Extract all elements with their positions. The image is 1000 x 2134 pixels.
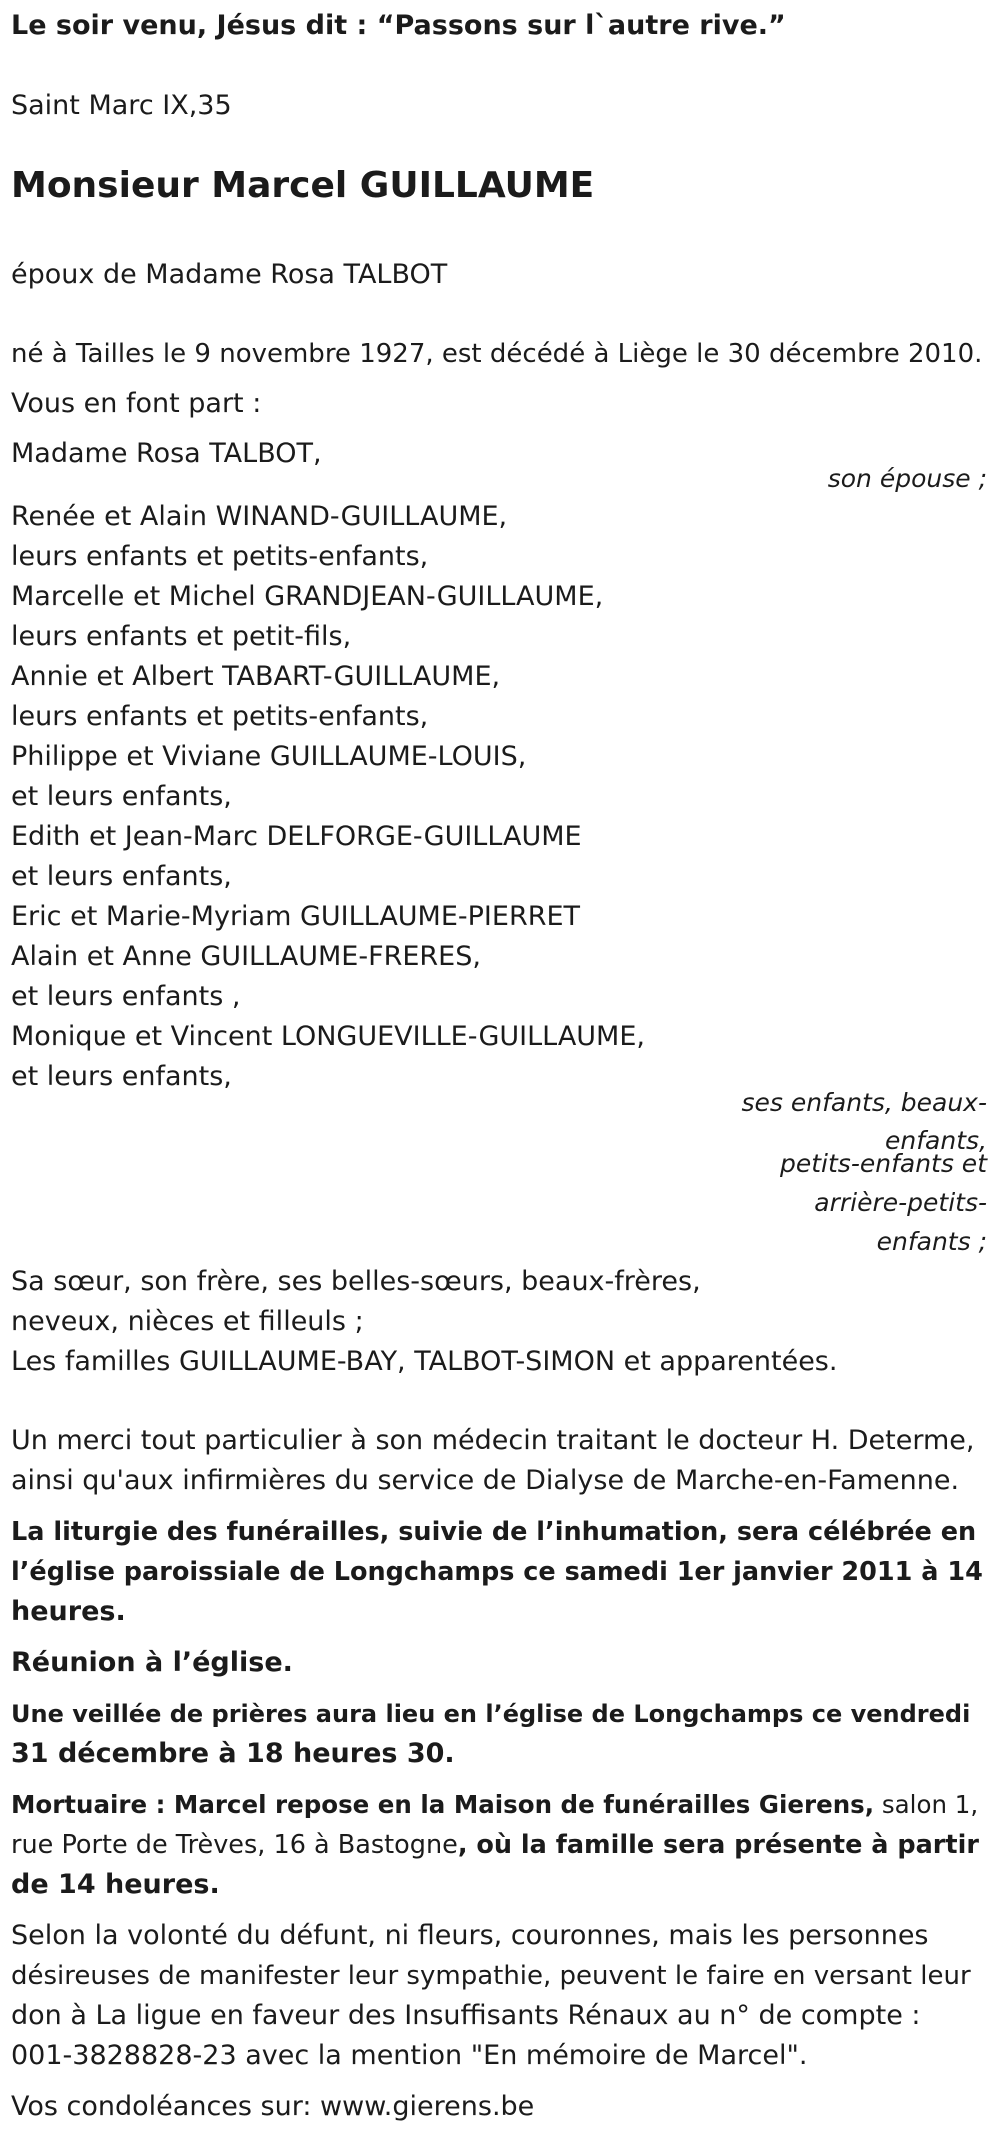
role-line: ses enfants, beaux- bbox=[741, 1088, 987, 1117]
spouse-line: époux de Madame Rosa TALBOT bbox=[11, 259, 448, 290]
list-item: et leurs enfants, bbox=[11, 1061, 232, 1092]
liturgy-line: heures. bbox=[11, 1596, 126, 1627]
wishes-line: désireuses de manifester leur sympathie, peuvent le faire en versant leur bbox=[11, 1961, 971, 1991]
bible-quote: Le soir venu, Jésus dit : “Passons sur l`autre rive.” bbox=[11, 10, 786, 41]
mortuary-location: Mortuaire : Marcel repose en la Maison de funérailles Gierens, bbox=[11, 1790, 875, 1819]
list-item: Monique et Vincent LONGUEVILLE-GUILLAUME, bbox=[11, 1021, 645, 1052]
list-item: leurs enfants et petit-fils, bbox=[11, 621, 352, 652]
liturgy-line: l’église paroissiale de Longchamps ce samedi 1er janvier 2011 à 14 bbox=[11, 1557, 983, 1587]
wishes-line: 001-3828828-23 avec la mention "En mémoire de Marcel". bbox=[11, 2040, 808, 2071]
wishes-line: Selon la volonté du défunt, ni fleurs, couronnes, mais les personnes bbox=[11, 1920, 929, 1951]
list-item: Marcelle et Michel GRANDJEAN-GUILLAUME, bbox=[11, 581, 604, 612]
list-item: Alain et Anne GUILLAUME-FRERES, bbox=[11, 941, 481, 972]
vigil-line: 31 décembre à 18 heures 30. bbox=[11, 1738, 455, 1769]
list-item: Edith et Jean-Marc DELFORGE-GUILLAUME bbox=[11, 821, 582, 852]
list-item: Renée et Alain WINAND-GUILLAUME, bbox=[11, 501, 508, 532]
mortuary-room: salon 1, bbox=[874, 1790, 979, 1819]
mortuary-line: de 14 heures. bbox=[11, 1869, 220, 1900]
mortuary-address: rue Porte de Trèves, 16 à Bastogne bbox=[11, 1830, 458, 1860]
bible-reference: Saint Marc IX,35 bbox=[11, 90, 232, 121]
wife-role: son épouse ; bbox=[827, 464, 987, 493]
thanks-line: ainsi qu'aux infirmières du service de Dialyse de Marche-en-Famenne. bbox=[11, 1465, 960, 1496]
mortuary-line bbox=[11, 1785, 978, 1825]
list-item: et leurs enfants , bbox=[11, 981, 241, 1012]
announcement-intro: Vous en font part : bbox=[11, 388, 262, 419]
list-item: Eric et Marie-Myriam GUILLAUME-PIERRET bbox=[11, 901, 581, 932]
deceased-name: Monsieur Marcel GUILLAUME bbox=[11, 165, 595, 206]
wishes-line: don à La ligue en faveur des Insuffisants Rénaux au n° de compte : bbox=[11, 2000, 921, 2031]
list-item: leurs enfants et petits-enfants, bbox=[11, 541, 429, 572]
list-item: et leurs enfants, bbox=[11, 781, 232, 812]
liturgy-line: La liturgie des funérailles, suivie de l’inhumation, sera célébrée en bbox=[11, 1517, 977, 1547]
birth-death-line: né à Tailles le 9 novembre 1927, est décédé à Liège le 30 décembre 2010. bbox=[11, 339, 983, 369]
role-line: enfants ; bbox=[876, 1227, 987, 1256]
mortuary-family-presence: , où la famille sera présente à partir bbox=[457, 1830, 979, 1860]
condolences-line: Vos condoléances sur: www.gierens.be bbox=[11, 2091, 535, 2122]
list-item: Annie et Albert TABART-GUILLAUME, bbox=[11, 661, 501, 692]
role-line: petits-enfants et bbox=[780, 1149, 987, 1178]
role-line: arrière-petits- bbox=[814, 1188, 987, 1217]
role-line: enfants, bbox=[885, 1126, 987, 1155]
list-item: Sa sœur, son frère, ses belles-sœurs, beaux-frères, bbox=[11, 1266, 701, 1297]
meeting-note: Réunion à l’église. bbox=[11, 1647, 293, 1678]
vigil-line: Une veillée de prières aura lieu en l’église de Longchamps ce vendredi bbox=[11, 1700, 971, 1728]
list-item: leurs enfants et petits-enfants, bbox=[11, 701, 429, 732]
list-item: Les familles GUILLAUME-BAY, TALBOT-SIMON et apparentées. bbox=[11, 1346, 838, 1377]
list-item: neveux, nièces et filleuls ; bbox=[11, 1306, 364, 1337]
wife-name: Madame Rosa TALBOT, bbox=[11, 438, 322, 469]
list-item: Philippe et Viviane GUILLAUME-LOUIS, bbox=[11, 741, 527, 772]
list-item: et leurs enfants, bbox=[11, 861, 232, 892]
mortuary-line bbox=[11, 1825, 979, 1865]
thanks-line: Un merci tout particulier à son médecin traitant le docteur H. Determe, bbox=[11, 1425, 975, 1456]
